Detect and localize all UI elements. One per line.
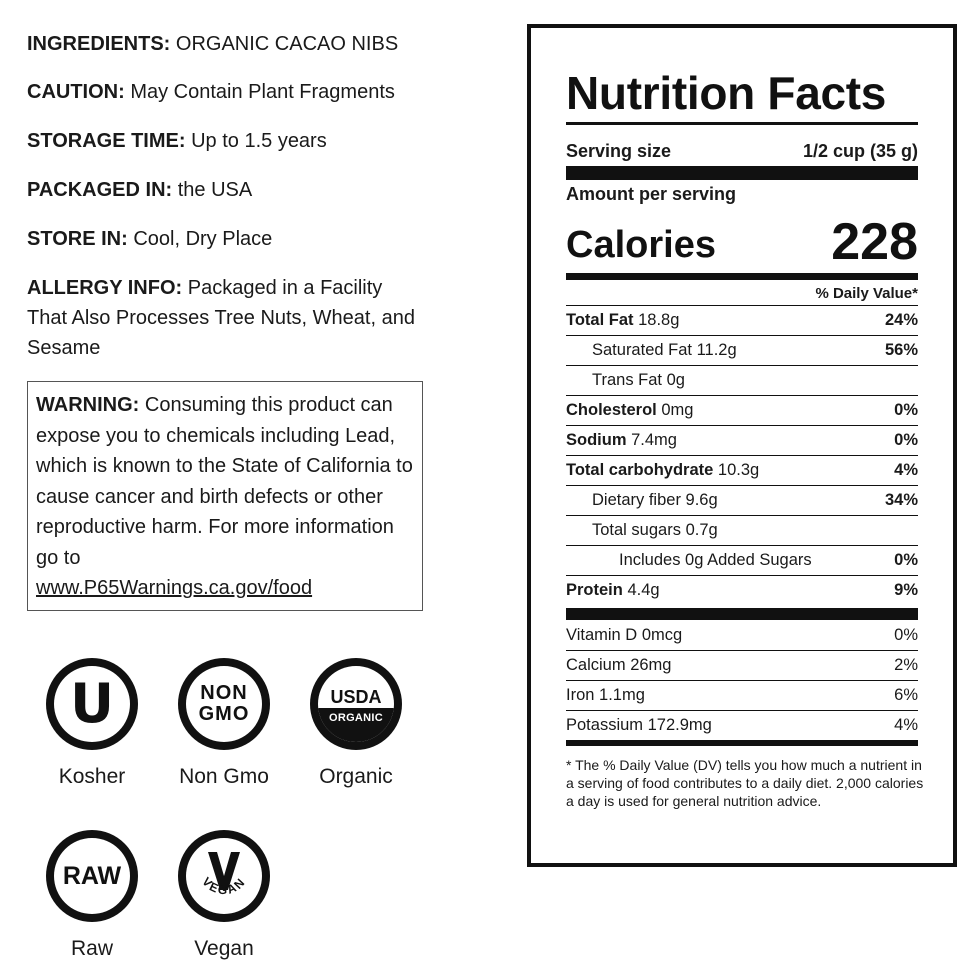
nutrient-amount: 18.8g [638,311,680,329]
nutrient-name: Sodium [566,431,627,449]
vitamin-label [566,656,671,675]
raw-caption: Raw [70,937,113,960]
kosher-u-icon [46,658,138,750]
amount-per-serving: Amount per serving [566,184,737,204]
vitamin-daily-value: 6% [894,686,918,704]
kosher-badge [27,658,157,789]
storage-time-label: STORAGE TIME: [27,130,186,152]
nutrient-label [566,431,677,450]
usda-organic-icon [310,658,402,750]
vitamin-label [566,686,645,705]
nutrient-label [566,521,718,540]
nutrient-label [566,581,660,600]
calories-row [566,214,918,270]
rule-thick [566,166,918,180]
caution-line [27,77,395,107]
vitamin-daily-value: 2% [894,656,918,674]
nutrient-row [566,486,918,515]
nutrient-row [566,426,918,455]
nutrient-label [566,401,693,420]
caution-label: CAUTION: [27,81,125,103]
nutrient-amount: 0g [666,371,685,389]
nutrient-label [566,491,718,510]
nutrient-daily-value: 0% [894,431,918,449]
nutrient-name: Saturated Fat [592,341,692,359]
vegan-arc-text: VEGAN [199,874,249,898]
nutrient-row [566,336,918,365]
non-gmo-caption: Non Gmo [179,765,269,788]
store-in-label: STORE IN: [27,228,128,250]
allergy-info-value: Packaged in a Facility That Also Processes Tree Nuts, Wheat, and Sesame [27,277,415,359]
daily-value-header: % Daily Value* [815,285,918,302]
nutrient-row [566,546,918,575]
vitamin-amount: 1.1mg [599,686,645,704]
nutrient-name: Cholesterol [566,401,657,419]
vitamin-daily-value: 0% [894,626,918,644]
rule-medium [566,740,918,746]
non-gmo-badge [159,658,289,789]
packaged-in-line [27,175,252,205]
nutrient-row [566,366,918,395]
vegan-v-mark [186,838,262,914]
nutrient-name: Total Fat [566,311,634,329]
vitamin-amount: 172.9mg [647,716,712,734]
vitamin-label [566,716,712,735]
nutrient-row [566,396,918,425]
nutrient-name: Includes 0g Added Sugars [619,551,812,569]
packaged-in-value: the USA [177,179,253,201]
vegan-caption: Vegan [194,937,254,960]
nutrient-name: Total sugars [592,521,681,539]
p65-warnings-link[interactable]: www.P65Warnings.ca.gov/food [36,577,313,599]
nutrient-row [566,576,918,605]
storage-time-line [27,126,327,156]
nutrient-amount: 4.4g [627,581,660,599]
vitamin-amount: 0mcg [641,626,683,644]
nutrient-daily-value: 34% [884,491,918,509]
non-gmo-mark-line1: NON [200,682,248,704]
packaged-in-label: PACKAGED IN: [27,179,173,201]
rule [566,122,918,125]
nutrient-daily-value: 56% [884,341,918,359]
nutrient-amount: 0mg [661,401,694,419]
nutrient-label [566,371,685,390]
non-gmo-icon [178,658,270,750]
calories-value: 228 [831,213,918,271]
organic-mark: ORGANIC [328,712,384,724]
vitamin-daily-value: 4% [894,716,918,734]
serving-size-row [566,141,918,162]
allergy-info-line [27,273,427,363]
serving-size-value: 1/2 cup (35 g) [802,141,918,161]
raw-badge [27,830,157,961]
nutrient-amount: 9.6g [685,491,718,509]
nutrient-row [566,516,918,545]
vitamin-name: Vitamin D [566,626,638,644]
nutrient-name: Total carbohydrate [566,461,714,479]
nutrient-daily-value: 0% [894,401,918,419]
ingredients-value: ORGANIC CACAO NIBS [175,33,399,55]
daily-value-footnote: * The % Daily Value (DV) tells you how much a nutrient in a serving of food contributes to a daily diet. 2,000 calories a day is used for general nutrition advice. [566,757,924,809]
nutrient-amount: 7.4mg [631,431,677,449]
nutrient-name: Trans Fat [592,371,662,389]
kosher-caption: Kosher [58,765,126,788]
serving-size-label: Serving size [566,141,672,161]
nutrient-amount: 10.3g [717,461,760,479]
nutrient-daily-value: 0% [894,551,918,569]
store-in-line [27,224,272,254]
storage-time-value: Up to 1.5 years [191,130,327,152]
vegan-icon [178,830,270,922]
rule-thick [566,608,918,620]
vitamin-name: Iron [566,686,595,704]
organic-caption: Organic [319,765,393,788]
ingredients-line [27,29,398,59]
nutrient-row [566,456,918,485]
rule-medium [566,273,918,280]
nutrient-label [566,311,679,330]
vitamin-row [566,651,918,680]
nutrient-row [566,306,918,335]
nutrient-amount: 11.2g [696,341,737,359]
raw-mark: RAW [62,861,122,890]
nutrient-daily-value: 9% [894,581,918,599]
store-in-value: Cool, Dry Place [133,228,273,250]
nutrient-label [566,551,812,570]
prop65-warning-box [27,381,423,611]
warning-text: Consuming this product can expose you to chemicals including Lead, which is known to the State of California to cause cancer and birth defects or other reproductive harm. For more information go to [36,394,413,569]
vegan-badge [159,830,289,961]
nutrient-name: Dietary fiber [592,491,681,509]
vitamin-row [566,711,918,740]
nutrient-name: Protein [566,581,623,599]
nutrient-amount: 0.7g [685,521,718,539]
nutrient-daily-value: 4% [894,461,918,479]
nutrition-facts-title: Nutrition Facts [566,67,887,119]
allergy-info-label: ALLERGY INFO: [27,277,183,299]
organic-badge [291,658,421,789]
vitamin-label [566,626,682,645]
vitamin-amount: 26mg [630,656,672,674]
vitamin-row [566,681,918,710]
nutrition-facts-panel [527,24,957,867]
raw-icon [46,830,138,922]
vitamin-name: Potassium [566,716,644,734]
vitamin-name: Calcium [566,656,626,674]
ingredients-label: INGREDIENTS: [27,33,171,55]
nutrient-label [566,461,759,480]
nutrient-label [566,341,737,360]
calories-label: Calories [566,224,716,266]
vitamin-row [566,621,918,650]
non-gmo-mark-line2: GMO [198,703,250,725]
usda-mark: USDA [330,687,382,707]
kosher-mark: U [70,672,114,735]
warning-label: WARNING: [36,394,140,416]
nutrient-daily-value: 24% [884,311,918,329]
caution-value: May Contain Plant Fragments [130,81,395,103]
